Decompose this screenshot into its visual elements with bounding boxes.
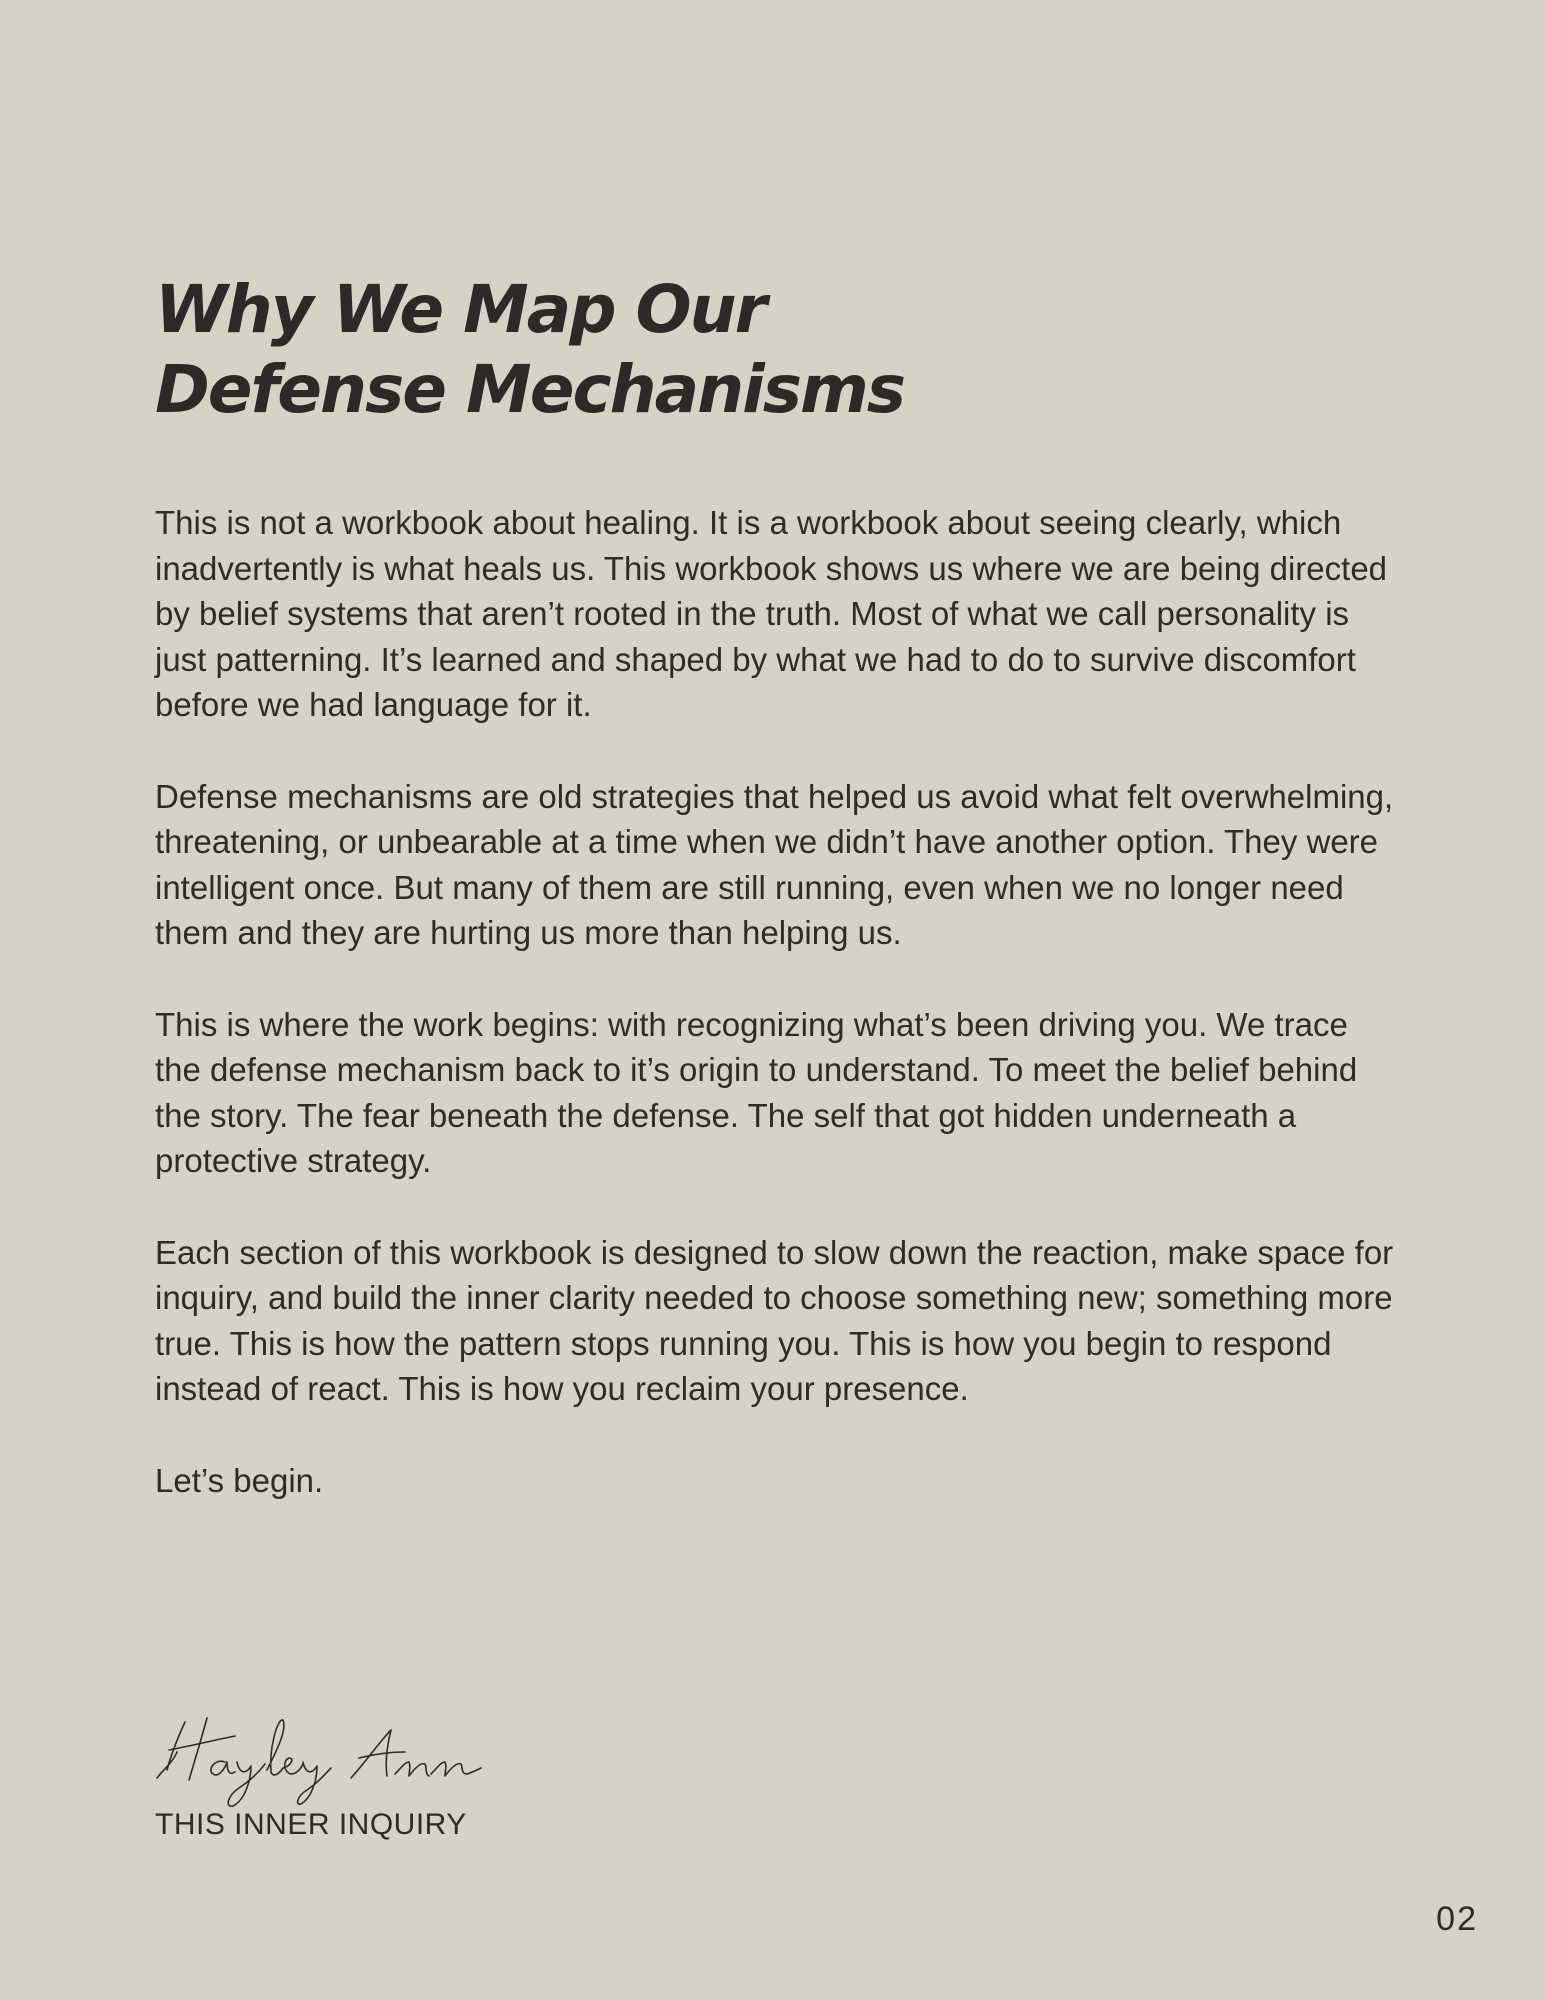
paragraph-2: Defense mechanisms are old strategies that helped us avoid what felt overwhelming, threatening, or unbearable at a time when we didn’t have another option. They were intelligent once. But many of them are still running, even when we no longer need them and they are hurting us more than helping us. <box>155 777 1394 951</box>
page-title <box>155 270 1395 430</box>
page-number: 02 <box>1436 1900 1478 1938</box>
title-line-1: Why We Map Our <box>155 271 766 348</box>
paragraph-1: This is not a workbook about healing. It is a workbook about seeing clearly, which inadvertently is what heals us. This workbook shows us where we are being directed by belief systems that aren’t rooted in the truth. Most of what we call personality is just patterning. It’s learned and shaped by what we had to do to survive discomfort before we had language for it. <box>155 504 1388 723</box>
handwritten-signature <box>155 1700 495 1810</box>
closing-line: Let’s begin. <box>155 1461 324 1499</box>
page-content <box>155 270 1395 1549</box>
title-line-2: Defense Mechanisms <box>155 351 905 428</box>
brand-name: THIS INNER INQUIRY <box>155 1808 467 1841</box>
paragraph-4: Each section of this workbook is designed to slow down the reaction, make space for inquiry, and build the inner clarity needed to choose something new; something more true. This is how the pattern stops running you. This is how you begin to respond instead of react. This is how you reclaim your presence. <box>155 1233 1394 1407</box>
body-text <box>155 500 1395 1503</box>
paragraph-3: This is where the work begins: with recognizing what’s been driving you. We trace the defense mechanism back to it’s origin to understand. To meet the belief behind the story. The fear beneath the defense. The self that got hidden underneath a protective strategy. <box>155 1005 1358 1179</box>
